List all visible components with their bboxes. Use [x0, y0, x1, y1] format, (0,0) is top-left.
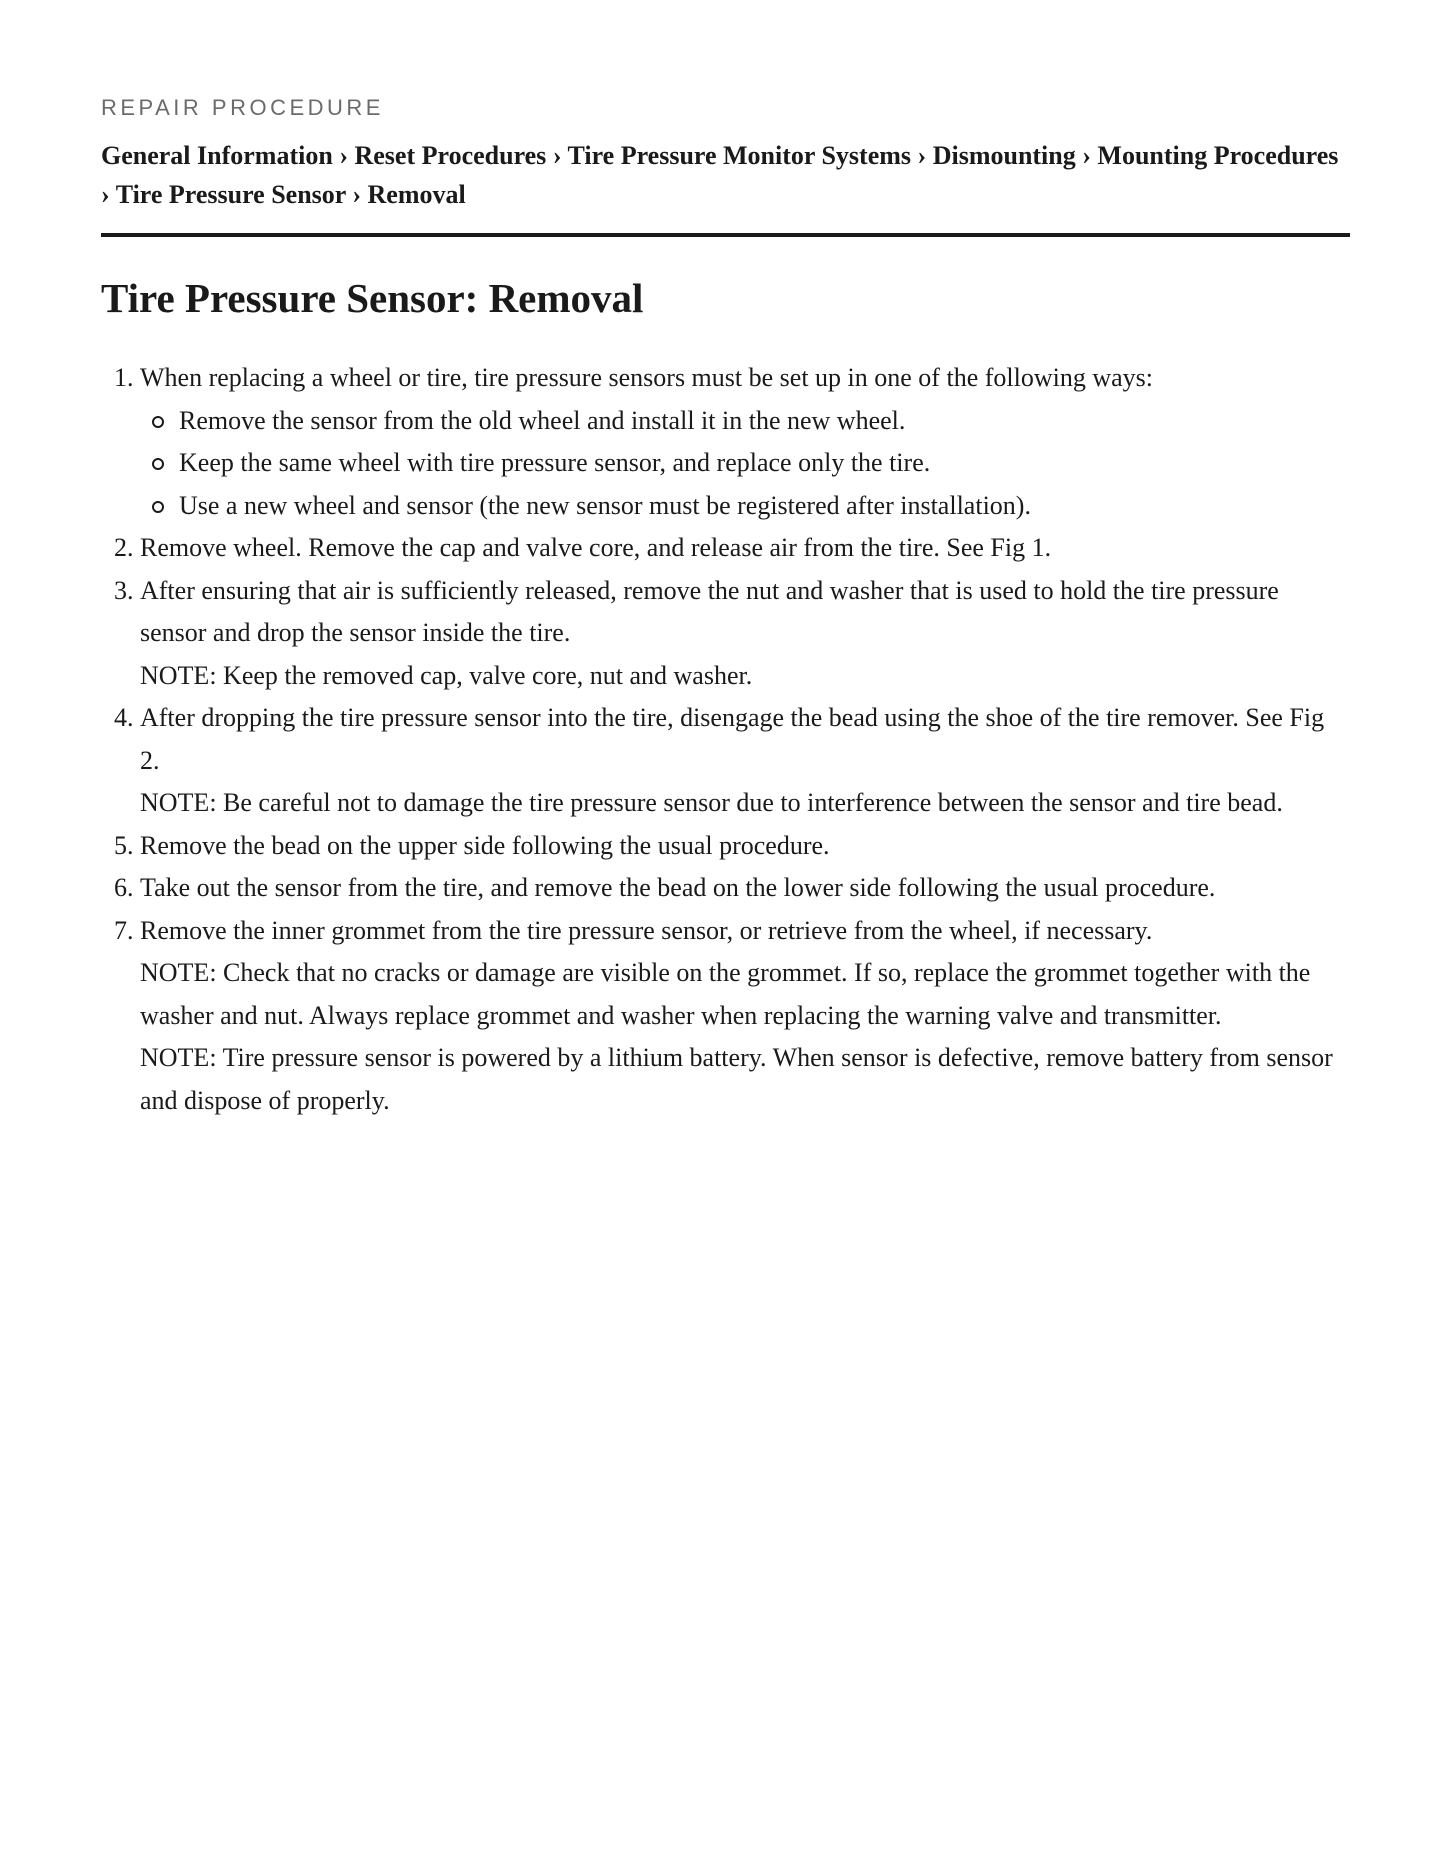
- breadcrumb-item-tire-pressure-monitor-systems[interactable]: Tire Pressure Monitor Systems: [567, 141, 912, 170]
- step-note: NOTE: Tire pressure sensor is powered by a lithium battery. When sensor is defective, remove battery from sensor and dispose of properly.: [140, 1043, 1333, 1115]
- breadcrumb-item-removal: Removal: [367, 180, 466, 209]
- hollow-circle-bullet-icon: [152, 458, 164, 470]
- section-kicker: REPAIR PROCEDURE: [101, 95, 384, 120]
- setup-options-list: [140, 400, 1350, 528]
- step-note: NOTE: Be careful not to damage the tire pressure sensor due to interference between the sensor and tire bead.: [140, 788, 1283, 817]
- breadcrumb-separator: ›: [917, 141, 927, 170]
- breadcrumb-item-reset-procedures[interactable]: Reset Procedures: [354, 141, 547, 170]
- breadcrumb-separator: ›: [1082, 141, 1091, 170]
- step-item: [140, 867, 1350, 910]
- step-item: [140, 570, 1350, 698]
- hollow-circle-bullet-icon: [152, 416, 164, 428]
- breadcrumb-item-mounting-procedures[interactable]: Mounting Procedures: [1097, 141, 1339, 170]
- page-title: Tire Pressure Sensor: Removal: [101, 275, 644, 321]
- step-item: [140, 910, 1350, 1123]
- step-item: [140, 825, 1350, 868]
- setup-option: [140, 485, 1350, 528]
- setup-option-text: Keep the same wheel with tire pressure sensor, and replace only the tire.: [179, 448, 931, 477]
- step-text: After dropping the tire pressure sensor into the tire, disengage the bead using the shoe of the tire remover. See Fig 2.: [140, 703, 1325, 775]
- step-item: [140, 527, 1350, 570]
- procedure-steps: [101, 357, 1350, 1122]
- step-text: Remove wheel. Remove the cap and valve core, and release air from the tire. See Fig 1.: [140, 533, 1052, 562]
- step-item: [140, 357, 1350, 527]
- setup-option: [140, 400, 1350, 443]
- step-text: After ensuring that air is sufficiently released, remove the nut and washer that is used to hold the tire pressure sensor and drop the sensor inside the tire.: [140, 575, 1279, 647]
- step-text: Remove the bead on the upper side following the usual procedure.: [140, 830, 830, 860]
- step-item: [140, 697, 1350, 825]
- breadcrumb-item-dismounting[interactable]: Dismounting: [932, 141, 1076, 170]
- step-text: Remove the inner grommet from the tire pressure sensor, or retrieve from the wheel, if necessary.: [140, 915, 1153, 945]
- breadcrumb-separator: ›: [552, 141, 562, 170]
- breadcrumb-separator: ›: [101, 180, 110, 209]
- breadcrumb: [101, 136, 1350, 237]
- breadcrumb-item-tire-pressure-sensor[interactable]: Tire Pressure Sensor: [115, 180, 346, 209]
- step-note: NOTE: Check that no cracks or damage are visible on the grommet. If so, replace the grommet together with the washer and nut. Always replace grommet and washer when replacing the warning valve and transmitter.: [140, 958, 1311, 1030]
- breadcrumb-separator: ›: [352, 180, 362, 209]
- step-note: NOTE: Keep the removed cap, valve core, nut and washer.: [140, 660, 753, 690]
- document-page: [101, 92, 1350, 1122]
- step-text: When replacing a wheel or tire, tire pressure sensors must be set up in one of the following ways:: [140, 363, 1153, 392]
- setup-option-text: Remove the sensor from the old wheel and install it in the new wheel.: [179, 405, 906, 435]
- hollow-circle-bullet-icon: [152, 501, 164, 513]
- breadcrumb-item-general-information[interactable]: General Information: [101, 141, 333, 170]
- setup-option-text: Use a new wheel and sensor (the new sensor must be registered after installation).: [179, 490, 1031, 520]
- setup-option: [140, 442, 1350, 485]
- breadcrumb-separator: ›: [339, 141, 348, 170]
- step-text: Take out the sensor from the tire, and remove the bead on the lower side following the usual procedure.: [140, 873, 1216, 902]
